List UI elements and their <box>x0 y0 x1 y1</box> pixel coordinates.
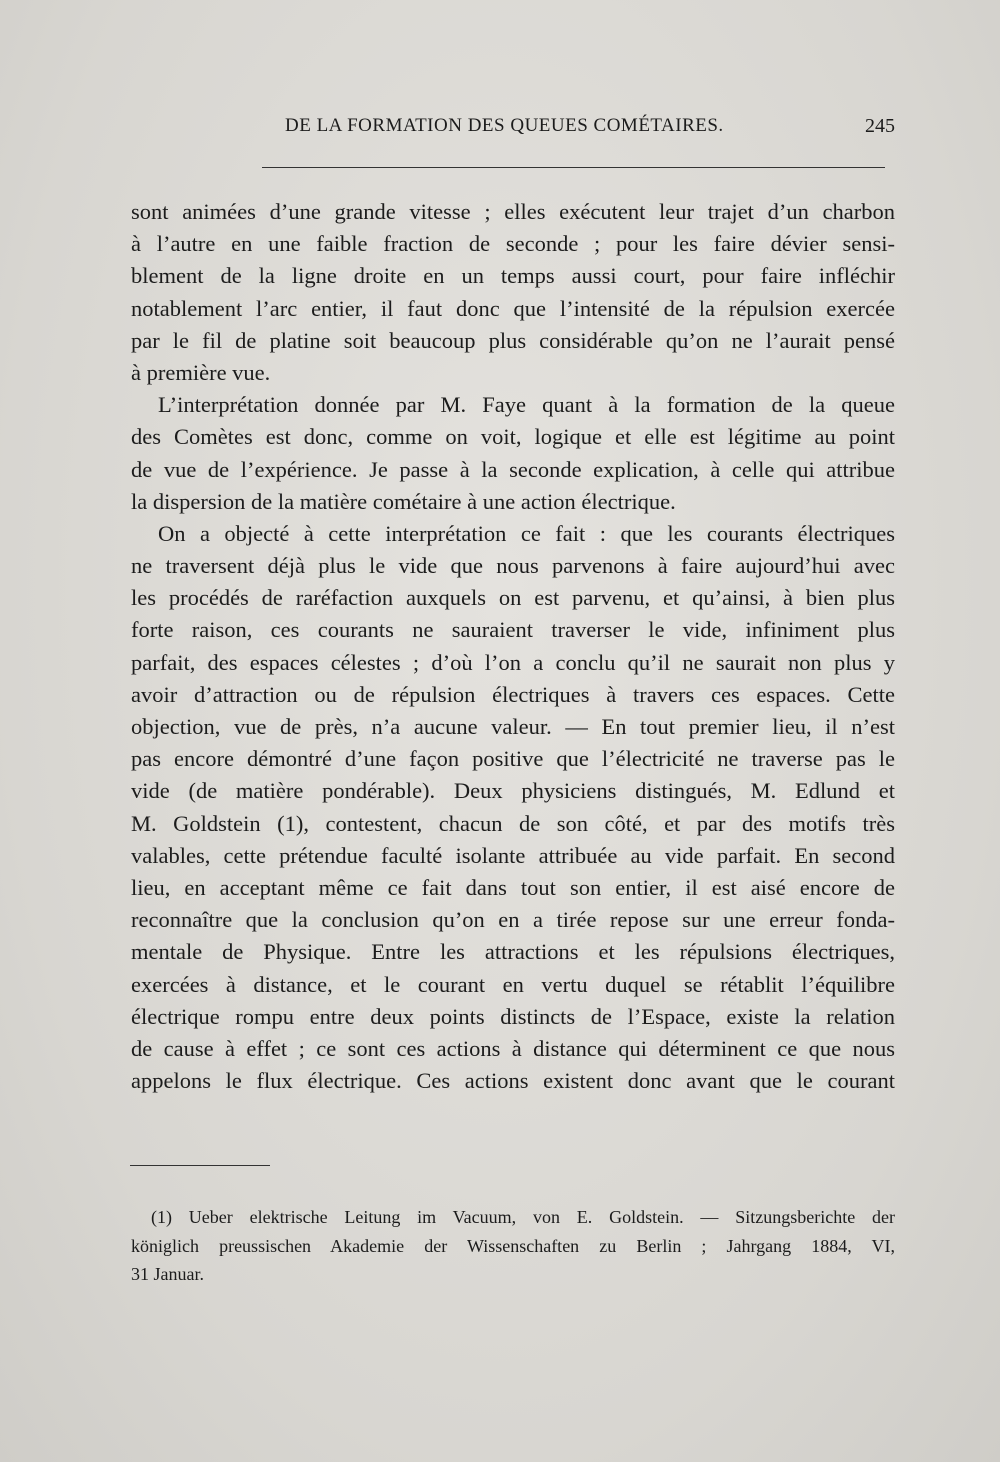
text-line: avoir d’attraction ou de répulsion électriques à travers ces espaces. Cette <box>131 681 895 707</box>
text-line: notablement l’arc entier, il faut donc que l’intensité de la répulsion exercée <box>131 295 895 321</box>
text-line: de vue de l’expérience. Je passe à la seconde explication, à celle qui attribue <box>131 456 895 482</box>
body-text <box>131 196 895 1097</box>
header-rule <box>262 167 885 168</box>
text-line: appelons le flux électrique. Ces actions existent donc avant que le courant <box>131 1068 895 1094</box>
text-line: objection, vue de près, n’a aucune valeur. — En tout premier lieu, il n’est <box>131 714 895 739</box>
footnote-line: (1) Ueber elektrische Leitung im Vacuum, von E. Goldstein. — Sitzungsberichte der <box>151 1207 895 1227</box>
footnote-line: königlich preussischen Akademie der Wissenschaften zu Berlin ; Jahrgang 1884, VI, <box>131 1235 895 1256</box>
text-line: parfait, des espaces célestes ; d’où l’on a conclu qu’il ne saurait non plus y <box>131 649 895 675</box>
text-line: de cause à effet ; ce sont ces actions à distance qui déterminent ce que nous <box>131 1035 895 1061</box>
running-title: DE LA FORMATION DES QUEUES COMÉTAIRES. <box>285 115 724 136</box>
text-line: forte raison, ces courants ne sauraient traverser le vide, infiniment plus <box>131 617 895 643</box>
text-line: électrique rompu entre deux points distincts de l’Espace, existe la relation <box>131 1003 895 1029</box>
text-line: pas encore démontré d’une façon positive que l’électricité ne traverse pas le <box>131 746 895 772</box>
text-line: à première vue. <box>131 359 271 385</box>
footnote-rule <box>130 1165 270 1166</box>
text-line: lieu, en acceptant même ce fait dans tout son entier, il est aisé encore de <box>131 874 895 900</box>
text-line: ne traversent déjà plus le vide que nous parvenons à faire aujourd’hui avec <box>131 553 895 579</box>
text-line: exercées à distance, et le courant en vertu duquel se rétablit l’équilibre <box>131 971 895 997</box>
text-line: à l’autre en une faible fraction de seconde ; pour les faire dévier sensi- <box>131 231 895 257</box>
text-line: reconnaître que la conclusion qu’on en a tirée repose sur une erreur fonda- <box>131 907 895 933</box>
page-header <box>130 115 895 145</box>
footnote-line: 31 Januar. <box>131 1264 204 1284</box>
text-line: blement de la ligne droite en un temps aussi court, pour faire infléchir <box>131 263 895 289</box>
text-line: mentale de Physique. Entre les attractions et les répulsions électriques, <box>131 939 895 965</box>
text-line: par le fil de platine soit beaucoup plus considérable qu’on ne l’aurait pensé <box>131 327 895 353</box>
text-line: vide (de matière pondérable). Deux physiciens distingués, M. Edlund et <box>131 778 895 804</box>
text-line: L’interprétation donnée par M. Faye quant à la formation de la queue <box>158 392 895 418</box>
page-number: 245 <box>865 115 895 137</box>
text-line: la dispersion de la matière cométaire à une action électrique. <box>131 488 676 514</box>
text-line: valables, cette prétendue faculté isolante attribuée au vide parfait. En second <box>131 842 895 868</box>
footnote <box>131 1203 895 1289</box>
text-line: les procédés de raréfaction auxquels on est parvenu, et qu’ainsi, à bien plus <box>131 585 895 611</box>
text-line: M. Goldstein (1), contestent, chacun de son côté, et par des motifs très <box>131 810 895 836</box>
text-line: des Comètes est donc, comme on voit, logique et elle est légitime au point <box>131 424 895 450</box>
text-line: On a objecté à cette interprétation ce fait : que les courants électriques <box>158 520 895 546</box>
text-line: sont animées d’une grande vitesse ; elles exécutent leur trajet d’un charbon <box>131 199 895 224</box>
